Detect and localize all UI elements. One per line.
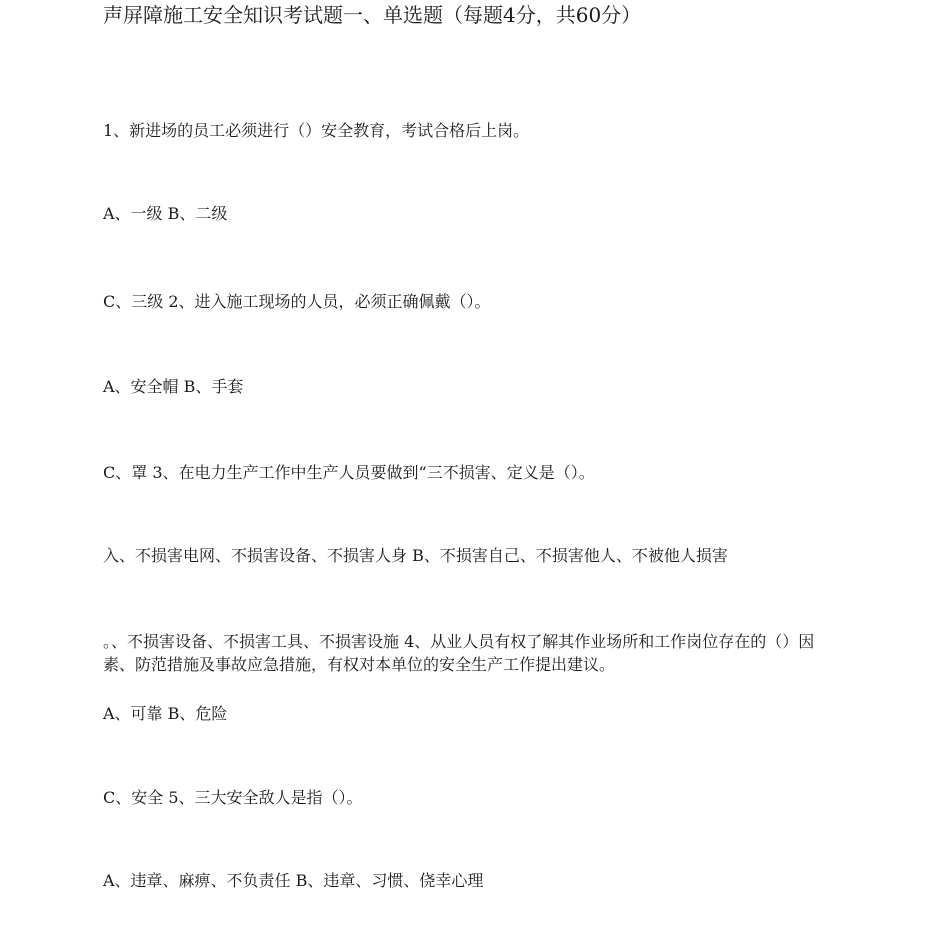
question-5-options-ab: A、违章、麻痹、不负责任 B、违章、习惯、侥幸心理 xyxy=(103,871,484,890)
document-title: 声屏障施工安全知识考试题一、单选题（每题4分，共60分） xyxy=(103,3,642,27)
question-3-option-c-question-4: 。、不损害设备、不损害工具、不损害设施 4、从业人员有权了解其作业场所和工作岗位存在的（）因素、防范措施及事故应急措施，有权对本单位的安全生产工作提出建议。 xyxy=(103,632,815,674)
question-4-options-ab: A、可靠 B、危险 xyxy=(103,704,228,723)
question-4-option-c-question-5: C、安全 5、三大安全敌人是指（）。 xyxy=(103,788,363,807)
question-2-options-ab: A、安全帽 B、手套 xyxy=(103,377,244,396)
question-1-option-c-question-2: C、三级 2、进入施工现场的人员，必须正确佩戴（）。 xyxy=(103,292,491,311)
question-1-text: 1、新进场的员工必须进行（）安全教育，考试合格后上岗。 xyxy=(103,121,530,140)
question-3-options-ab: 入、不损害电网、不损害设备、不损害人身 B、不损害自己、不损害他人、不被他人损害 xyxy=(103,546,728,565)
question-1-options-ab: A、一级 B、二级 xyxy=(103,204,228,223)
question-2-option-c-question-3: C、罩 3、在电力生产工作中生产人员要做到“三不损害、定义是（）。 xyxy=(103,463,595,482)
